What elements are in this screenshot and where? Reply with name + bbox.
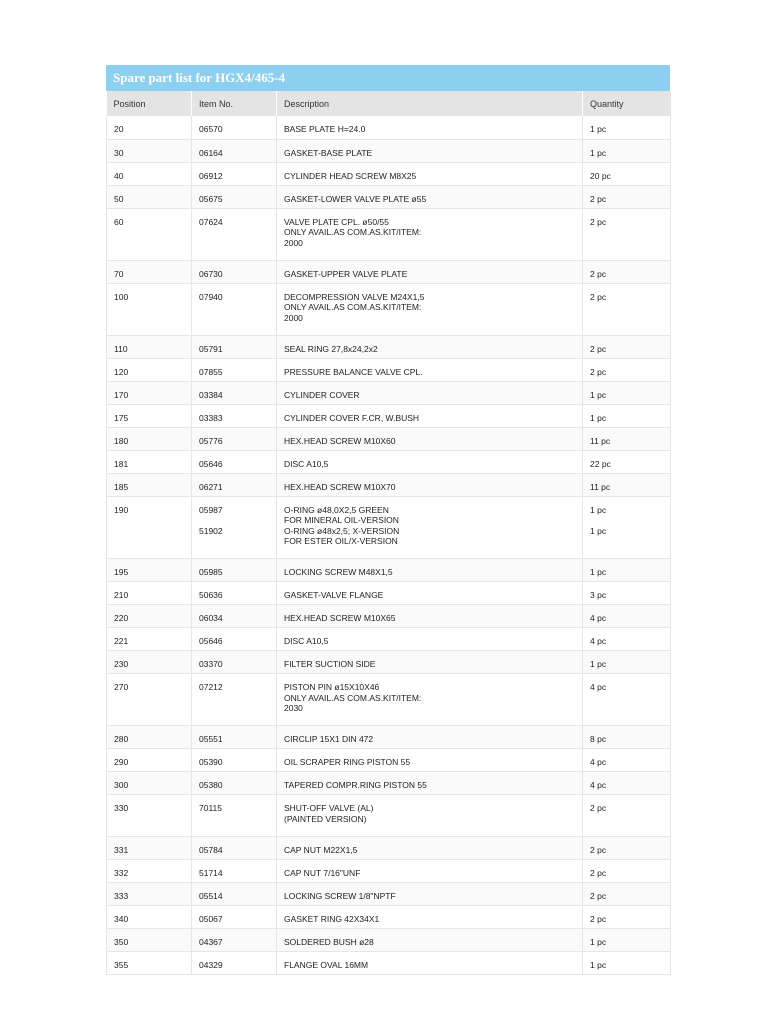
table-row [107, 450, 671, 473]
cell-position: 195 [107, 559, 192, 582]
cell-item-no: 05987 51902 [192, 496, 277, 559]
cell-item-no: 05675 [192, 185, 277, 208]
table-row [107, 208, 671, 260]
cell-item-no: 04367 [192, 928, 277, 951]
table-row [107, 905, 671, 928]
cell-description: CYLINDER HEAD SCREW M8X25 [277, 162, 583, 185]
cell-item-no: 06271 [192, 473, 277, 496]
cell-position: 181 [107, 450, 192, 473]
cell-item-no: 50636 [192, 582, 277, 605]
table-row [107, 582, 671, 605]
cell-item-no: 03384 [192, 381, 277, 404]
cell-quantity: 8 pc [583, 726, 671, 749]
cell-item-no: 05514 [192, 882, 277, 905]
table-row [107, 928, 671, 951]
cell-item-no: 51714 [192, 859, 277, 882]
cell-quantity: 1 pc [583, 651, 671, 674]
cell-position: 20 [107, 116, 192, 139]
cell-item-no: 05390 [192, 749, 277, 772]
cell-position: 332 [107, 859, 192, 882]
table-row [107, 859, 671, 882]
cell-description: CYLINDER COVER [277, 381, 583, 404]
table-row [107, 951, 671, 974]
table-row [107, 559, 671, 582]
cell-item-no: 06912 [192, 162, 277, 185]
cell-description: LOCKING SCREW 1/8"NPTF [277, 882, 583, 905]
cell-description: TAPERED COMPR.RING PISTON 55 [277, 772, 583, 795]
cell-item-no: 05784 [192, 836, 277, 859]
cell-description: O-RING ø48,0X2,5 GREEN FOR MINERAL OIL-VERSION O-RING ø48x2,5; X-VERSION FOR ESTER OIL/X-VERSION [277, 496, 583, 559]
cell-quantity: 2 pc [583, 795, 671, 837]
cell-position: 230 [107, 651, 192, 674]
cell-quantity: 20 pc [583, 162, 671, 185]
cell-item-no: 06730 [192, 260, 277, 283]
cell-item-no: 05067 [192, 905, 277, 928]
cell-description: GASKET-VALVE FLANGE [277, 582, 583, 605]
table-row [107, 427, 671, 450]
cell-quantity: 2 pc [583, 836, 671, 859]
table-row [107, 185, 671, 208]
cell-position: 220 [107, 605, 192, 628]
cell-quantity: 2 pc [583, 260, 671, 283]
header-description: Description [277, 91, 583, 116]
cell-description: PRESSURE BALANCE VALVE CPL. [277, 358, 583, 381]
header-position: Position [113, 98, 146, 109]
cell-description: DECOMPRESSION VALVE M24X1,5 ONLY AVAIL.AS COM.AS.KIT/ITEM: 2000 [277, 283, 583, 335]
table-row [107, 260, 671, 283]
table-row [107, 749, 671, 772]
cell-quantity: 11 pc [583, 427, 671, 450]
cell-description: OIL SCRAPER RING PISTON 55 [277, 749, 583, 772]
cell-quantity: 1 pc [583, 404, 671, 427]
table-row [107, 795, 671, 837]
cell-description: SEAL RING 27,8x24,2x2 [277, 335, 583, 358]
parts-table [106, 91, 671, 975]
cell-quantity: 1 pc [583, 116, 671, 139]
cell-quantity: 11 pc [583, 473, 671, 496]
cell-position: 50 [107, 185, 192, 208]
table-body [107, 116, 671, 974]
cell-description: FLANGE OVAL 16MM [277, 951, 583, 974]
cell-item-no: 07212 [192, 674, 277, 726]
cell-quantity: 4 pc [583, 749, 671, 772]
cell-position: 190 [107, 496, 192, 559]
header-quantity: Quantity [583, 91, 671, 116]
cell-position: 330 [107, 795, 192, 837]
cell-description: HEX.HEAD SCREW M10X65 [277, 605, 583, 628]
cell-quantity: 2 pc [583, 882, 671, 905]
table-row [107, 335, 671, 358]
cell-description: CIRCLIP 15X1 DIN 472 [277, 726, 583, 749]
table-row [107, 605, 671, 628]
cell-position: 60 [107, 208, 192, 260]
cell-position: 170 [107, 381, 192, 404]
cell-position: 40 [107, 162, 192, 185]
table-row [107, 496, 671, 559]
cell-position: 210 [107, 582, 192, 605]
cell-item-no: 06164 [192, 139, 277, 162]
cell-item-no: 03370 [192, 651, 277, 674]
cell-description: GASKET RING 42X34X1 [277, 905, 583, 928]
cell-description: GASKET-LOWER VALVE PLATE ø55 [277, 185, 583, 208]
cell-position: 221 [107, 628, 192, 651]
cell-item-no: 05646 [192, 450, 277, 473]
header-item-no: Item No. [192, 91, 277, 116]
spare-part-list [106, 65, 670, 975]
cell-position: 120 [107, 358, 192, 381]
cell-description: PISTON PIN ø15X10X46 ONLY AVAIL.AS COM.AS.KIT/ITEM: 2030 [277, 674, 583, 726]
cell-item-no: 06570 [192, 116, 277, 139]
cell-quantity: 1 pc [583, 139, 671, 162]
cell-quantity: 2 pc [583, 185, 671, 208]
cell-description: VALVE PLATE CPL. ø50/55 ONLY AVAIL.AS COM.AS.KIT/ITEM: 2000 [277, 208, 583, 260]
cell-position: 300 [107, 772, 192, 795]
table-row [107, 726, 671, 749]
list-title: Spare part list for HGX4/465-4 [106, 65, 670, 91]
cell-item-no: 70115 [192, 795, 277, 837]
cell-description: DISC A10,5 [277, 450, 583, 473]
cell-position: 175 [107, 404, 192, 427]
cell-description: SOLDERED BUSH ø28 [277, 928, 583, 951]
cell-quantity: 4 pc [583, 674, 671, 726]
cell-quantity: 1 pc [583, 928, 671, 951]
cell-description: DISC A10,5 [277, 628, 583, 651]
table-row [107, 358, 671, 381]
cell-quantity: 2 pc [583, 283, 671, 335]
cell-position: 100 [107, 283, 192, 335]
cell-description: GASKET-BASE PLATE [277, 139, 583, 162]
cell-description: CAP NUT 7/16"UNF [277, 859, 583, 882]
cell-description: SHUT-OFF VALVE (AL) (PAINTED VERSION) [277, 795, 583, 837]
cell-position: 333 [107, 882, 192, 905]
cell-quantity: 3 pc [583, 582, 671, 605]
cell-description: BASE PLATE H=24.0 [277, 116, 583, 139]
cell-position: 340 [107, 905, 192, 928]
cell-quantity: 2 pc [583, 905, 671, 928]
cell-quantity: 2 pc [583, 335, 671, 358]
table-row [107, 628, 671, 651]
cell-item-no: 07940 [192, 283, 277, 335]
table-row [107, 674, 671, 726]
table-row [107, 381, 671, 404]
cell-item-no: 05551 [192, 726, 277, 749]
cell-position: 270 [107, 674, 192, 726]
cell-quantity: 4 pc [583, 772, 671, 795]
cell-item-no: 06034 [192, 605, 277, 628]
cell-position: 280 [107, 726, 192, 749]
cell-quantity: 1 pc [583, 951, 671, 974]
cell-item-no: 04329 [192, 951, 277, 974]
cell-item-no: 03383 [192, 404, 277, 427]
table-row [107, 283, 671, 335]
cell-quantity: 4 pc [583, 628, 671, 651]
table-row [107, 651, 671, 674]
cell-position: 350 [107, 928, 192, 951]
cell-item-no: 05380 [192, 772, 277, 795]
cell-position: 355 [107, 951, 192, 974]
cell-position: 180 [107, 427, 192, 450]
cell-position: 30 [107, 139, 192, 162]
cell-description: HEX.HEAD SCREW M10X70 [277, 473, 583, 496]
cell-item-no: 05985 [192, 559, 277, 582]
cell-quantity: 2 pc [583, 859, 671, 882]
cell-quantity: 2 pc [583, 208, 671, 260]
table-row [107, 404, 671, 427]
cell-quantity: 1 pc [583, 381, 671, 404]
cell-description: GASKET-UPPER VALVE PLATE [277, 260, 583, 283]
cell-item-no: 07624 [192, 208, 277, 260]
cell-description: CAP NUT M22X1,5 [277, 836, 583, 859]
header-row [107, 91, 671, 116]
cell-item-no: 05791 [192, 335, 277, 358]
table-row [107, 116, 671, 139]
cell-position: 185 [107, 473, 192, 496]
cell-description: HEX.HEAD SCREW M10X60 [277, 427, 583, 450]
cell-description: CYLINDER COVER F.CR, W.BUSH [277, 404, 583, 427]
cell-item-no: 07855 [192, 358, 277, 381]
table-row [107, 882, 671, 905]
cell-quantity: 22 pc [583, 450, 671, 473]
table-row [107, 139, 671, 162]
cell-position: 110 [107, 335, 192, 358]
cell-description: FILTER SUCTION SIDE [277, 651, 583, 674]
table-header [107, 91, 671, 116]
cell-item-no: 05646 [192, 628, 277, 651]
cell-quantity: 4 pc [583, 605, 671, 628]
table-row [107, 772, 671, 795]
cell-quantity: 1 pc [583, 559, 671, 582]
table-row [107, 836, 671, 859]
cell-position: 70 [107, 260, 192, 283]
cell-quantity: 1 pc 1 pc [583, 496, 671, 559]
table-row [107, 162, 671, 185]
cell-quantity: 2 pc [583, 358, 671, 381]
cell-description: LOCKING SCREW M48X1,5 [277, 559, 583, 582]
cell-position: 331 [107, 836, 192, 859]
cell-position: 290 [107, 749, 192, 772]
cell-item-no: 05776 [192, 427, 277, 450]
table-row [107, 473, 671, 496]
